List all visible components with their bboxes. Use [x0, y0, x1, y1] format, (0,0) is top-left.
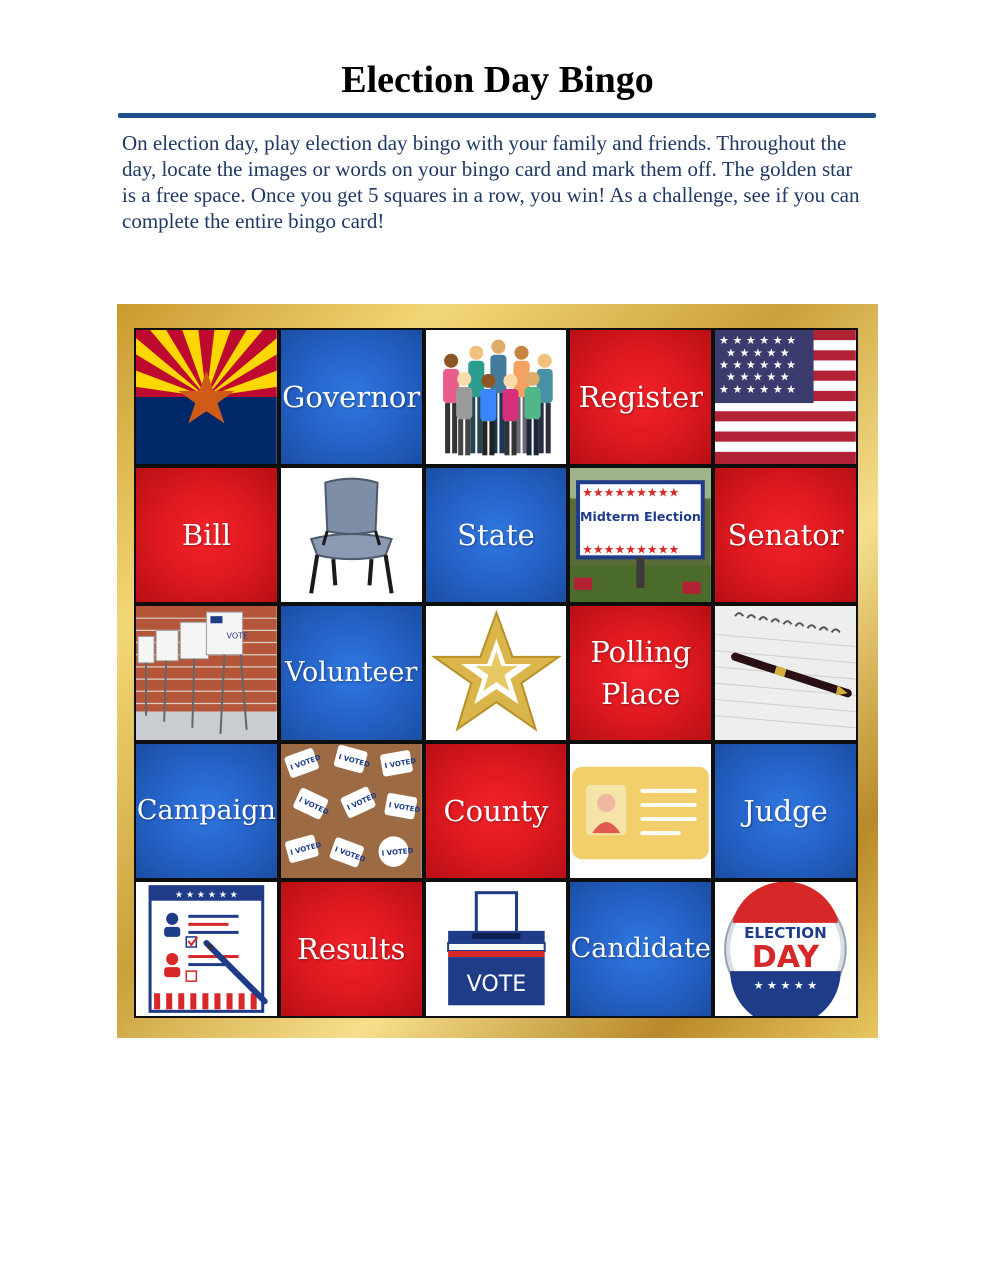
ballot-box-icon — [426, 882, 567, 1016]
svg-text:I VOTED: I VOTED — [297, 794, 331, 817]
us-flag-icon — [715, 330, 856, 464]
chair-icon — [281, 468, 422, 602]
square-pen-notebook[interactable] — [715, 606, 856, 740]
page-title: Election Day Bingo — [341, 59, 654, 101]
square-us-flag[interactable] — [715, 330, 856, 464]
square-ballot-box[interactable] — [426, 882, 567, 1016]
id-card-icon — [570, 744, 711, 878]
midterm-election-sign-icon — [570, 468, 711, 602]
square-label: Bill — [181, 518, 231, 552]
square-polling-place[interactable] — [570, 606, 711, 740]
square-free-space[interactable] — [426, 606, 567, 740]
bingo-card — [117, 304, 878, 1038]
square-label-line2: Place — [601, 677, 681, 711]
ballot-icon — [136, 882, 277, 1016]
gold-star-free-space-icon — [426, 606, 567, 740]
svg-text:I VOTED: I VOTED — [345, 790, 378, 813]
square-election-day[interactable] — [715, 882, 856, 1016]
square-state[interactable] — [426, 468, 567, 602]
arizona-flag-icon — [136, 330, 277, 464]
svg-text:Midterm Election: Midterm Election — [580, 508, 702, 524]
svg-text:★★★★★★★★★: ★★★★★★★★★ — [582, 542, 680, 557]
square-ballot[interactable] — [136, 882, 277, 1016]
crowd-of-people-icon — [426, 330, 567, 464]
svg-text:★★★★★★★★★: ★★★★★★★★★ — [582, 485, 680, 500]
pen-and-notebook-icon — [715, 606, 856, 740]
square-bill[interactable] — [136, 468, 277, 602]
election-day-button-icon — [715, 882, 856, 1016]
svg-text:I VOTED: I VOTED — [333, 844, 367, 864]
square-judge[interactable] — [715, 744, 856, 878]
square-chair[interactable] — [281, 468, 422, 602]
square-arizona-flag[interactable] — [136, 330, 277, 464]
square-senator[interactable] — [715, 468, 856, 602]
square-label: Candidate — [570, 933, 711, 964]
square-candidate[interactable] — [570, 882, 711, 1016]
square-label: Judge — [743, 794, 828, 828]
square-label: Register — [578, 380, 703, 414]
square-label: County — [443, 794, 549, 828]
square-label: Volunteer — [284, 657, 418, 688]
square-governor[interactable] — [281, 330, 422, 464]
i-voted-stickers-icon — [281, 744, 422, 878]
square-voting-booths[interactable] — [136, 606, 277, 740]
svg-text:VOTE: VOTE — [226, 630, 249, 641]
square-id-card[interactable] — [570, 744, 711, 878]
square-label: Senator — [727, 518, 844, 552]
title-divider — [118, 113, 876, 118]
svg-text:★ ★ ★ ★ ★ ★: ★ ★ ★ ★ ★ ★ — [719, 334, 797, 348]
svg-text:I VOTED: I VOTED — [337, 751, 371, 770]
svg-text:★ ★ ★ ★ ★ ★: ★ ★ ★ ★ ★ ★ — [719, 382, 797, 396]
square-label: Results — [297, 932, 406, 966]
square-i-voted-stickers[interactable] — [281, 744, 422, 878]
square-label: State — [457, 518, 535, 552]
square-county[interactable] — [426, 744, 567, 878]
svg-text:DAY: DAY — [751, 940, 820, 976]
square-label: Campaign — [136, 795, 276, 826]
square-campaign[interactable] — [136, 744, 277, 878]
svg-text:I VOTED: I VOTED — [383, 755, 417, 771]
square-crowd[interactable] — [426, 330, 567, 464]
square-volunteer[interactable] — [281, 606, 422, 740]
svg-text:VOTE: VOTE — [466, 971, 526, 998]
svg-text:★ ★ ★ ★ ★: ★ ★ ★ ★ ★ — [753, 979, 818, 993]
svg-text:★ ★ ★ ★ ★ ★: ★ ★ ★ ★ ★ ★ — [719, 358, 797, 372]
svg-text:I VOTED: I VOTED — [288, 752, 322, 772]
square-midterm-election[interactable] — [570, 468, 711, 602]
bingo-grid — [134, 328, 858, 1018]
svg-text:I VOTED: I VOTED — [289, 839, 323, 857]
svg-text:★ ★ ★ ★ ★: ★ ★ ★ ★ ★ — [726, 346, 790, 360]
square-label: Governor — [282, 380, 421, 414]
svg-text:★ ★ ★ ★ ★ ★: ★ ★ ★ ★ ★ ★ — [174, 890, 238, 901]
svg-text:ELECTION: ELECTION — [744, 923, 827, 942]
svg-text:★ ★ ★ ★ ★: ★ ★ ★ ★ ★ — [726, 370, 790, 384]
square-register[interactable] — [570, 330, 711, 464]
svg-text:I VOTED: I VOTED — [381, 845, 414, 858]
voting-booths-icon — [136, 606, 277, 740]
intro-paragraph: On election day, play election day bingo with your family and friends. Throughout the day, locate the images or words on your bingo card and mark them off. The golden star is a free space. Once you get 5 squares in a row, you win! As a challenge, see if you can complete the entire bingo card! — [122, 131, 860, 233]
svg-text:I VOTED: I VOTED — [387, 800, 421, 815]
square-results[interactable] — [281, 882, 422, 1016]
square-label-line1: Polling — [590, 635, 692, 669]
